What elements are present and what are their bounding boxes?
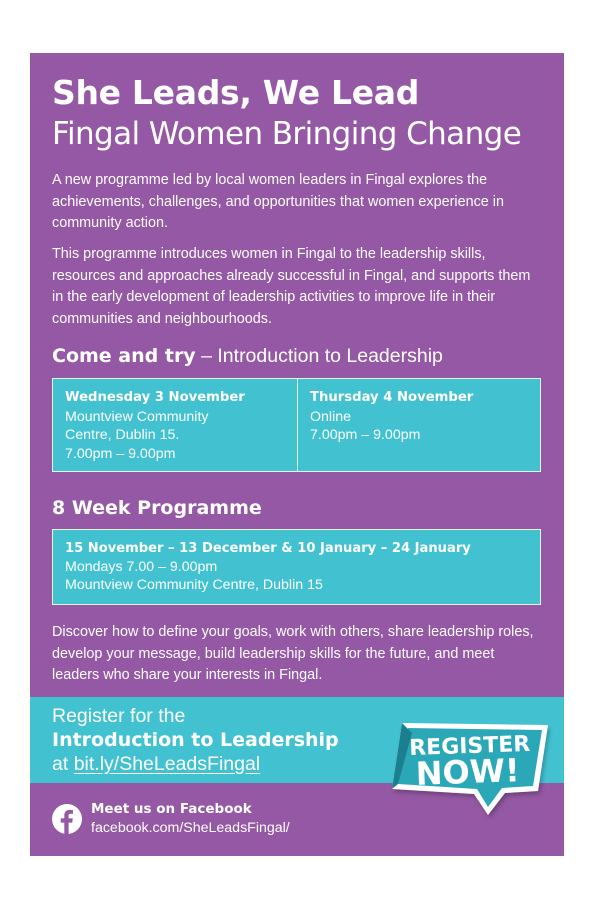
sessions-box [52, 378, 541, 472]
register-line1: Register for the [52, 705, 186, 727]
session-location: Mountview Community [65, 408, 209, 425]
page-title: She Leads, We Lead [52, 73, 420, 112]
programme-schedule: Mondays 7.00 – 9.00pm [65, 559, 218, 575]
intro-paragraph-2: This programme introduces women in Fingal to the leadership skills, resources and approaches already successful in Fingal, and supports them in the early development of leadership activities to improve life in their communities and neighbourhoods. [52, 246, 531, 327]
come-and-try-heading [52, 343, 443, 369]
come-and-try-heading-bold: Come and try [52, 345, 196, 367]
programme-location: Mountview Community Centre, Dublin 15 [65, 577, 323, 593]
badge-register-text: REGISTER [408, 731, 531, 762]
register-course-name: Introduction to Leadership [52, 729, 339, 751]
register-text [52, 704, 339, 776]
session-day: Thursday 4 November [310, 390, 474, 405]
programme-heading: 8 Week Programme [52, 497, 262, 519]
session-location: Online [310, 408, 352, 425]
facebook-icon[interactable] [52, 804, 82, 834]
session-time: 7.00pm – 9.00pm [65, 445, 176, 462]
badge-now-text: NOW! [415, 751, 521, 793]
session-day: Wednesday 3 November [65, 390, 245, 405]
register-link-prefix: at [52, 753, 74, 775]
register-link[interactable]: bit.ly/SheLeadsFingal [73, 753, 261, 775]
facebook-label: Meet us on Facebook [91, 801, 252, 817]
facebook-url[interactable]: facebook.com/SheLeadsFingal/ [91, 820, 290, 836]
programme-dates: 15 November – 13 December & 10 January – 24 January [65, 541, 471, 556]
poster [30, 53, 564, 856]
page-subtitle: Fingal Women Bringing Change [52, 116, 522, 152]
facebook-row[interactable] [52, 800, 290, 838]
session-thursday [298, 379, 540, 471]
session-wednesday [53, 379, 298, 471]
come-and-try-heading-rest: – Introduction to Leadership [195, 345, 443, 367]
register-link-line [52, 752, 339, 776]
programme-box [52, 529, 541, 605]
session-time: 7.00pm – 9.00pm [310, 427, 421, 443]
intro-paragraph-1: A new programme led by local women leaders in Fingal explores the achievements, challenges, and opportunities that women experience in community action. [52, 172, 504, 231]
facebook-text [91, 800, 290, 838]
register-now-badge[interactable] [380, 721, 560, 821]
outro-paragraph: Discover how to define your goals, work with others, share leadership roles, develop your message, build leadership skills for the future, and meet leaders who share your interests in Fingal. [52, 624, 534, 683]
session-location-line2: Centre, Dublin 15. [65, 427, 180, 443]
